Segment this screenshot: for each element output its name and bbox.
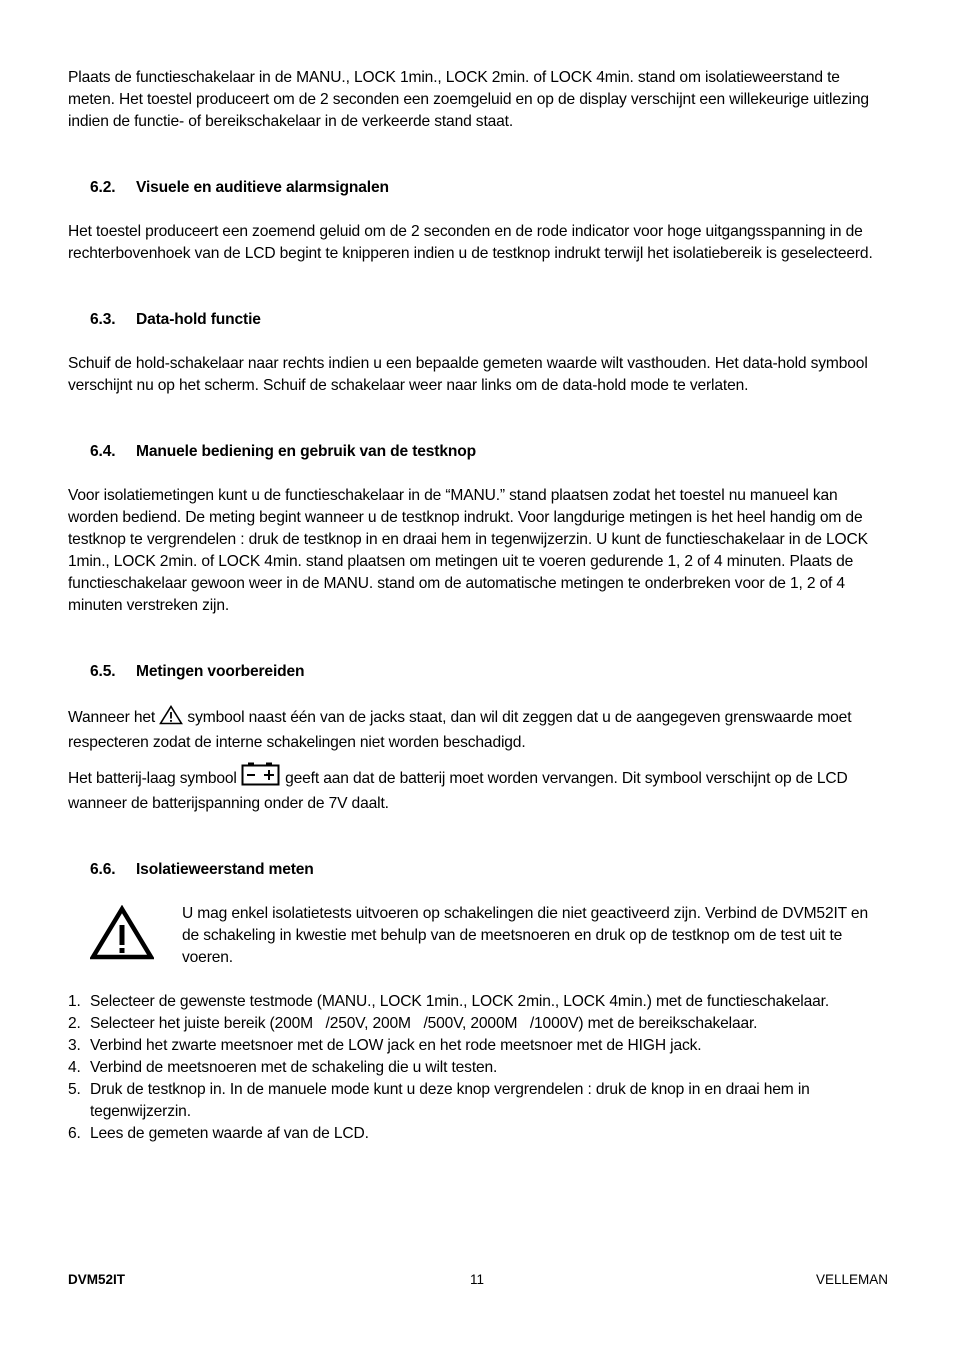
section-heading-6-6 xyxy=(68,859,888,881)
section-number: 6.5. xyxy=(90,663,116,680)
section-heading-6-4 xyxy=(68,441,888,463)
list-item: 5. Druk de testknop in. In de manuele mode kunt u deze knop vergrendelen : druk de knop in en draai hem in tegenwijzerzin. xyxy=(68,1081,810,1120)
section-title: Isolatieweerstand meten xyxy=(136,861,314,878)
list-item: 3. Verbind het zwarte meetsnoer met de LOW jack en het rode meetsnoer met de HIGH jack. xyxy=(68,1037,702,1054)
section-title: Manuele bediening en gebruik van de testknop xyxy=(136,443,476,460)
footer-model: DVM52IT xyxy=(68,1272,126,1287)
warning-block xyxy=(68,903,888,969)
section-title: Metingen voorbereiden xyxy=(136,663,305,680)
section-text-6-5-battery: Het batterij-laag symbool geeft aan dat de batterij moet worden vervangen. Dit symbool verschijnt op de LCD wanneer de batterijspanning onder de 7V daalt. xyxy=(68,762,888,815)
intro-paragraph: Plaats de functieschakelaar in de MANU., LOCK 1min., LOCK 2min. of LOCK 4min. stand om isolatieweerstand te meten. Het toestel produceert om de 2 seconden een zoemgeluid en op de display verschijnt een willekeurige uitlezing indien de functie- of bereikschakelaar in de verkeerde stand staat. xyxy=(68,69,869,130)
section-number: 6.2. xyxy=(90,179,116,196)
page-footer xyxy=(68,1272,888,1287)
section-title: Data-hold functie xyxy=(136,311,261,328)
section-text-6-2: Het toestel produceert een zoemend geluid om de 2 seconden en de rode indicator voor hoge uitgangsspanning in de rechterbovenhoek van de LCD begint te knipperen indien u de testknop indrukt terwijl het isolatiebereik is geselecteerd. xyxy=(68,223,873,262)
document-body xyxy=(68,67,888,1145)
section-heading-6-5 xyxy=(68,661,888,683)
footer-brand: VELLEMAN xyxy=(815,1272,888,1287)
list-item: 4. Verbind de meetsnoeren met de schakeling die u wilt testen. xyxy=(68,1059,498,1076)
section-heading-6-2 xyxy=(68,177,888,199)
warning-triangle-icon xyxy=(159,705,183,732)
section-text-6-3: Schuif de hold-schakelaar naar rechts indien u een bepaalde gemeten waarde wilt vasthouden. Het data-hold symbool verschijnt nu op het scherm. Schuif de schakelaar weer naar links om de data-hold mode te verlaten. xyxy=(68,355,868,394)
section-number: 6.4. xyxy=(90,443,116,460)
section-number: 6.6. xyxy=(90,861,116,878)
list-item: 1. Selecteer de gewenste testmode (MANU., LOCK 1min., LOCK 2min., LOCK 4min.) met de functieschakelaar. xyxy=(68,993,830,1010)
step-list xyxy=(68,991,888,1145)
section-number: 6.3. xyxy=(90,311,116,328)
warning-triangle-icon xyxy=(68,903,182,966)
page-number: 11 xyxy=(470,1272,485,1287)
list-item: 6. Lees de gemeten waarde af van de LCD. xyxy=(68,1125,369,1142)
section-title: Visuele en auditieve alarmsignalen xyxy=(136,179,389,196)
warning-text: U mag enkel isolatietests uitvoeren op schakelingen die niet geactiveerd zijn. Verbind de DVM52IT en de schakeling in kwestie met behulp van de meetsnoeren en druk op de testknop om de test uit te voeren. xyxy=(182,905,868,966)
list-item: 2. Selecteer het juiste bereik (200M /250V, 200M /500V, 2000M /1000V) met de bereikschakelaar. xyxy=(68,1015,758,1032)
battery-low-icon xyxy=(241,762,281,793)
section-heading-6-3 xyxy=(68,309,888,331)
section-text-6-5-warning: Wanneer het symbool naast één van de jacks staat, dan wil dit zeggen dat u de aangegeven grenswaarde moet respecteren zodat de interne schakelingen niet worden beschadigd. xyxy=(68,705,888,754)
section-text-6-4: Voor isolatiemetingen kunt u de functieschakelaar in de “MANU.” stand plaatsen zodat het toestel nu manueel kan worden bediend. De meting begint wanneer u de testknop indrukt. Voor langdurige metingen is het heel handig om de testknop te vergrendelen : druk de testknop in en draai hem in tegenwijzerzin. U kunt de functieschakelaar in de LOCK 1min., LOCK 2min. of LOCK 4min. stand plaatsen om metingen uit te voeren gedurende 1, 2 of 4 minuten. Plaats de functieschakelaar gewoon weer in de MANU. stand om de automatische metingen te onderbreken voor de 1, 2 of 4 minuten verstreken zijn. xyxy=(68,487,868,614)
